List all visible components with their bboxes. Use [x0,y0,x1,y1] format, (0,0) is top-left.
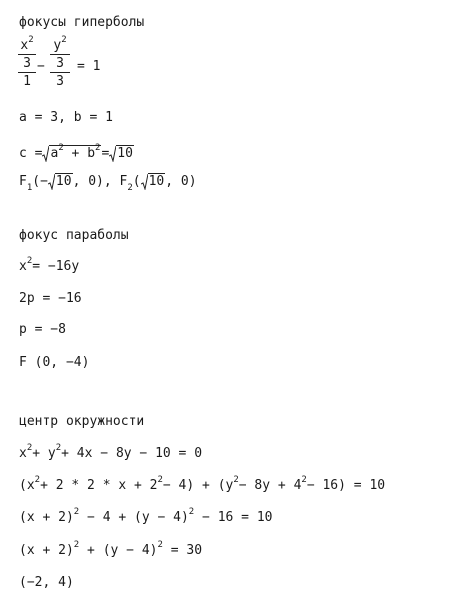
hyperbola-title: фокусы гиперболы [19,15,145,30]
minus-sign: − [37,59,45,74]
parabola-focus: F (0, −4) [19,355,90,370]
y-var: y [53,38,62,53]
x-exp: 2 [28,35,34,45]
sqrt-sign: 10 [48,174,73,190]
fraction-bar [18,72,36,73]
x-var: x [20,38,29,53]
hyperbola-x-fraction [18,35,36,89]
fraction-bar [50,54,70,55]
foci-line: $F_1(-$ 10, 0), $F_2$( 10, 0) [19,174,197,193]
parabola-2p: 2p = −16 [19,291,82,306]
y-exp: 2 [61,35,67,45]
circle-eq-4: $(x + 2)^2 + (y - 4)^2 = 30$ [19,540,203,558]
fraction-bar [50,72,70,73]
hyperbola-rhs: = 1 [77,59,101,74]
sqrt-sign: 10 [141,174,166,190]
circle-center: (−2, 4) [19,575,74,590]
sqrt-sign: $a^2 + b^2$ [42,146,101,163]
circle-eq-3: $(x + 2)^2 - 4 + (y - 4)^2 - 16 = 10$ [19,507,273,525]
parabola-p: p = −8 [19,322,66,337]
circle-eq-2: $(x^2+ 2 * 2 * x + 2^2- 4) + (y^2- 8y + 4^2- 16) = 10$ [19,475,386,493]
circle-title: центр окружности [19,414,145,429]
ab-values: a = 3, b = 1 [19,110,113,125]
den-bot: 3 [56,74,64,89]
den-bot: 1 [23,74,31,89]
fraction-bar [18,54,36,55]
hyperbola-y-fraction [50,35,70,89]
parabola-title: фокус параболы [19,228,129,243]
sqrt-sign: 10 [109,146,134,162]
den-top: 3 [23,56,31,71]
c-formula: c = $a^2 + b^2=$ 10 [19,143,133,161]
circle-eq-1: $x^2+ y^2+ 4x - 8y - 10 = 0$ [19,443,203,461]
den-top: 3 [56,56,64,71]
parabola-equation: $x^2= -16y$ [19,256,80,274]
